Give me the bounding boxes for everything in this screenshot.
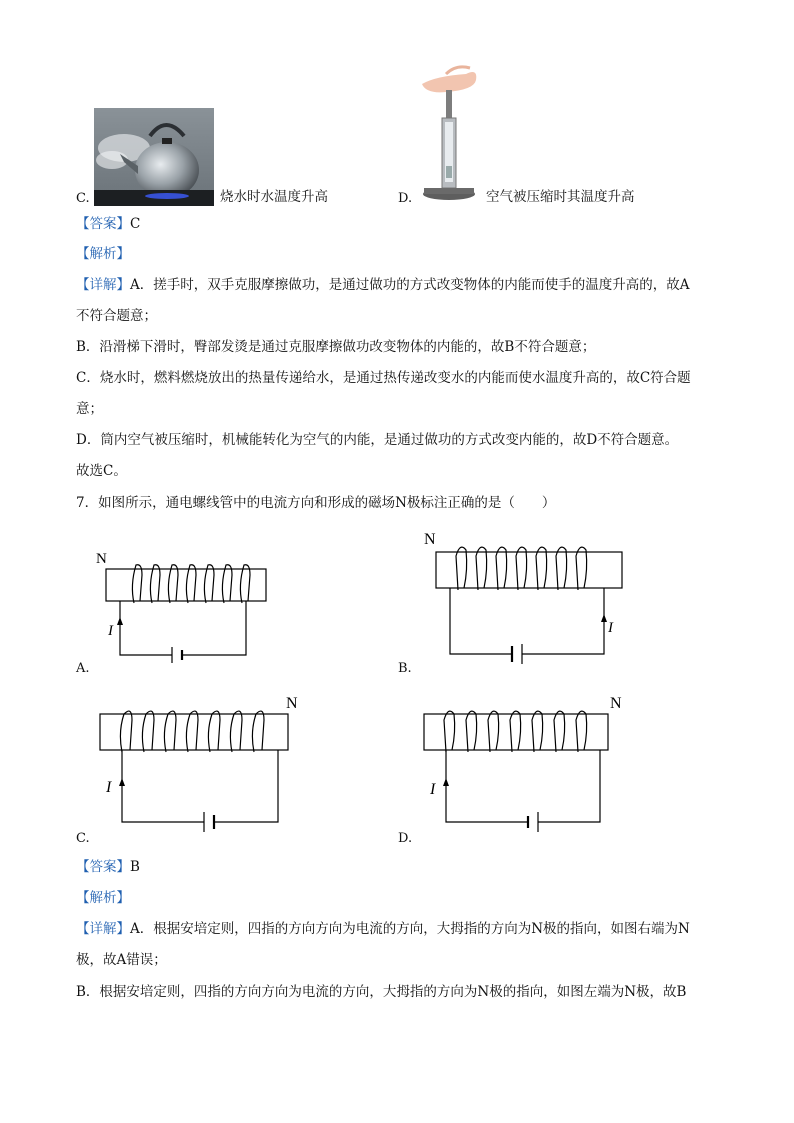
answer-line-q6 (76, 215, 140, 233)
detail-line: 故选C。 (76, 463, 127, 479)
answer-tag: 【答案】 (76, 859, 130, 875)
answer-value: C (130, 216, 141, 232)
detail-line: C．烧水时，燃料燃烧放出的热量传递给水，是通过热传递改变水的内能而使水温度升高的，故C符合题 (76, 370, 691, 386)
kettle-photo (94, 108, 214, 206)
detail-line: D．筒内空气被压缩时，机械能转化为空气的内能，是通过做功的方式改变内能的，故D不符合题意。 (76, 432, 679, 448)
figure-a-label: A. (76, 661, 90, 676)
n-pole-label: N (424, 531, 436, 548)
detail-line: 【详解】A．搓手时，双手克服摩擦做功，是通过做功的方式改变物体的内能而使手的温度升高的，故A (76, 277, 690, 293)
detail-tag: 【详解】 (76, 921, 130, 937)
answer-line-q7 (76, 858, 140, 876)
option-d-caption: 空气被压缩时其温度升高 (486, 189, 635, 205)
current-label: I (108, 623, 113, 639)
solenoid-figure-b (420, 530, 630, 665)
answer-value: B (130, 859, 140, 875)
figure-c-label: C. (76, 831, 90, 846)
analysis-tag: 【解析】 (76, 890, 130, 906)
detail-line: 【详解】A．根据安培定则，四指的方向方向为电流的方向，大拇指的方向为N极的指向，如图右端为N (76, 921, 690, 937)
figure-b-label: B. (398, 661, 412, 676)
current-label: I (106, 779, 112, 796)
figure-d-label: D. (398, 831, 413, 846)
detail-line: 不符合题意； (76, 308, 157, 324)
option-c-caption: 烧水时水温度升高 (220, 189, 328, 205)
option-c-label: C. (76, 191, 90, 206)
solenoid-figure-d (420, 692, 634, 832)
option-d-label: D. (398, 191, 413, 206)
detail-line: 意； (76, 401, 103, 417)
solenoid-figure-a (90, 545, 280, 665)
n-pole-label: N (286, 695, 298, 712)
current-label: I (608, 620, 613, 636)
n-pole-label: N (96, 551, 107, 567)
fire-piston-photo (416, 62, 482, 206)
detail-tag: 【详解】 (76, 277, 130, 293)
current-label: I (430, 781, 436, 798)
question-7: 7．如图所示，通电螺线管中的电流方向和形成的磁场N极标注正确的是（ ） (76, 495, 556, 511)
solenoid-figure-c (96, 692, 310, 832)
detail-line: 极，故A错误； (76, 952, 167, 968)
analysis-tag: 【解析】 (76, 246, 130, 262)
answer-tag: 【答案】 (76, 216, 130, 232)
detail-line: B．根据安培定则，四指的方向方向为电流的方向，大拇指的方向为N极的指向，如图左端为N极，故B (76, 984, 687, 1000)
n-pole-label: N (610, 695, 622, 712)
detail-line: B．沿滑梯下滑时，臀部发烫是通过克服摩擦做功改变物体的内能的，故B不符合题意； (76, 339, 596, 355)
